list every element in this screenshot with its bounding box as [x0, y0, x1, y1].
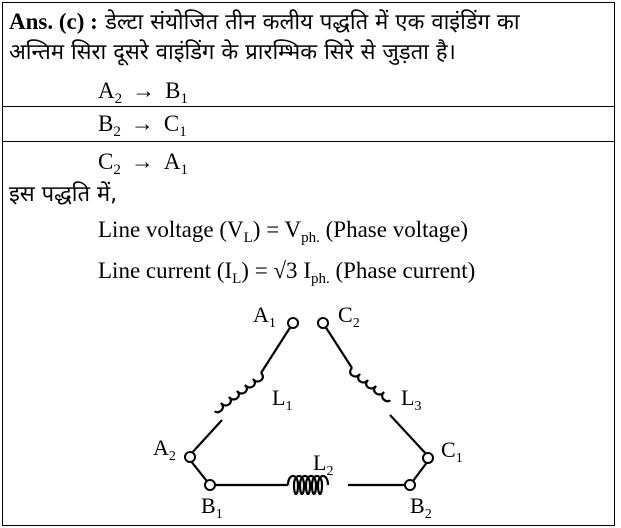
line-current-formula: Line current $(I_L) = √3$ $I_{ph.}$ (Phase current): [98, 258, 476, 287]
arrow-icon: →: [132, 78, 156, 103]
coil-L1-icon: [215, 373, 263, 412]
coil-l3-label: $L_3$: [401, 385, 422, 414]
terminal-a1-label: $A_1$: [253, 302, 276, 331]
terminal-c1-dot: [423, 453, 433, 463]
coil-L3-icon: [350, 368, 390, 401]
terminal-b1-dot: [205, 480, 215, 490]
terminal-a2-label: $A_2$: [153, 435, 176, 464]
terminal-b1-label: $B_1$: [201, 493, 223, 522]
terminal-a2-dot: [185, 452, 195, 462]
connection-a2-b1: $A_2 \to B_1$: [98, 78, 188, 107]
connection-b2-c1: $B_2 \to C_1$: [98, 111, 187, 140]
answer-label: Ans. (c) :: [9, 9, 98, 34]
answer-text-2: अन्तिम सिरा दूसरे वाइंडिंग के प्रारम्भिक सिरे से जुड़ता है।: [9, 40, 456, 65]
sqrt-symbol: √3: [273, 258, 298, 283]
coil-L2-icon: [288, 476, 328, 494]
coil-l2-label: $L_2$: [313, 450, 334, 479]
connection-c2-a1: $C_2 \to A_1$: [98, 149, 188, 178]
terminal-c2-dot: [318, 318, 328, 328]
coil-l1-label: $L_1$: [272, 385, 293, 414]
terminal-a1-dot: [288, 318, 298, 328]
arrow-icon: →: [130, 149, 154, 174]
terminal-b2-label: $B_2$: [410, 493, 432, 522]
arrow-icon: →: [130, 111, 154, 136]
terminal-c1-label: $C_1$: [441, 437, 463, 466]
method-text: इस पद्धति में,: [9, 182, 118, 207]
terminal-c2-label: $C_2$: [338, 302, 360, 331]
line-voltage-formula: Line voltage $(V_L) = V_{ph.}$ (Phase voltage): [98, 217, 469, 246]
terminal-b2-dot: [405, 480, 415, 490]
answer-text-1: डेल्टा संयोजित तीन कलीय पद्धति में एक वाइंडिंग का: [105, 10, 520, 35]
